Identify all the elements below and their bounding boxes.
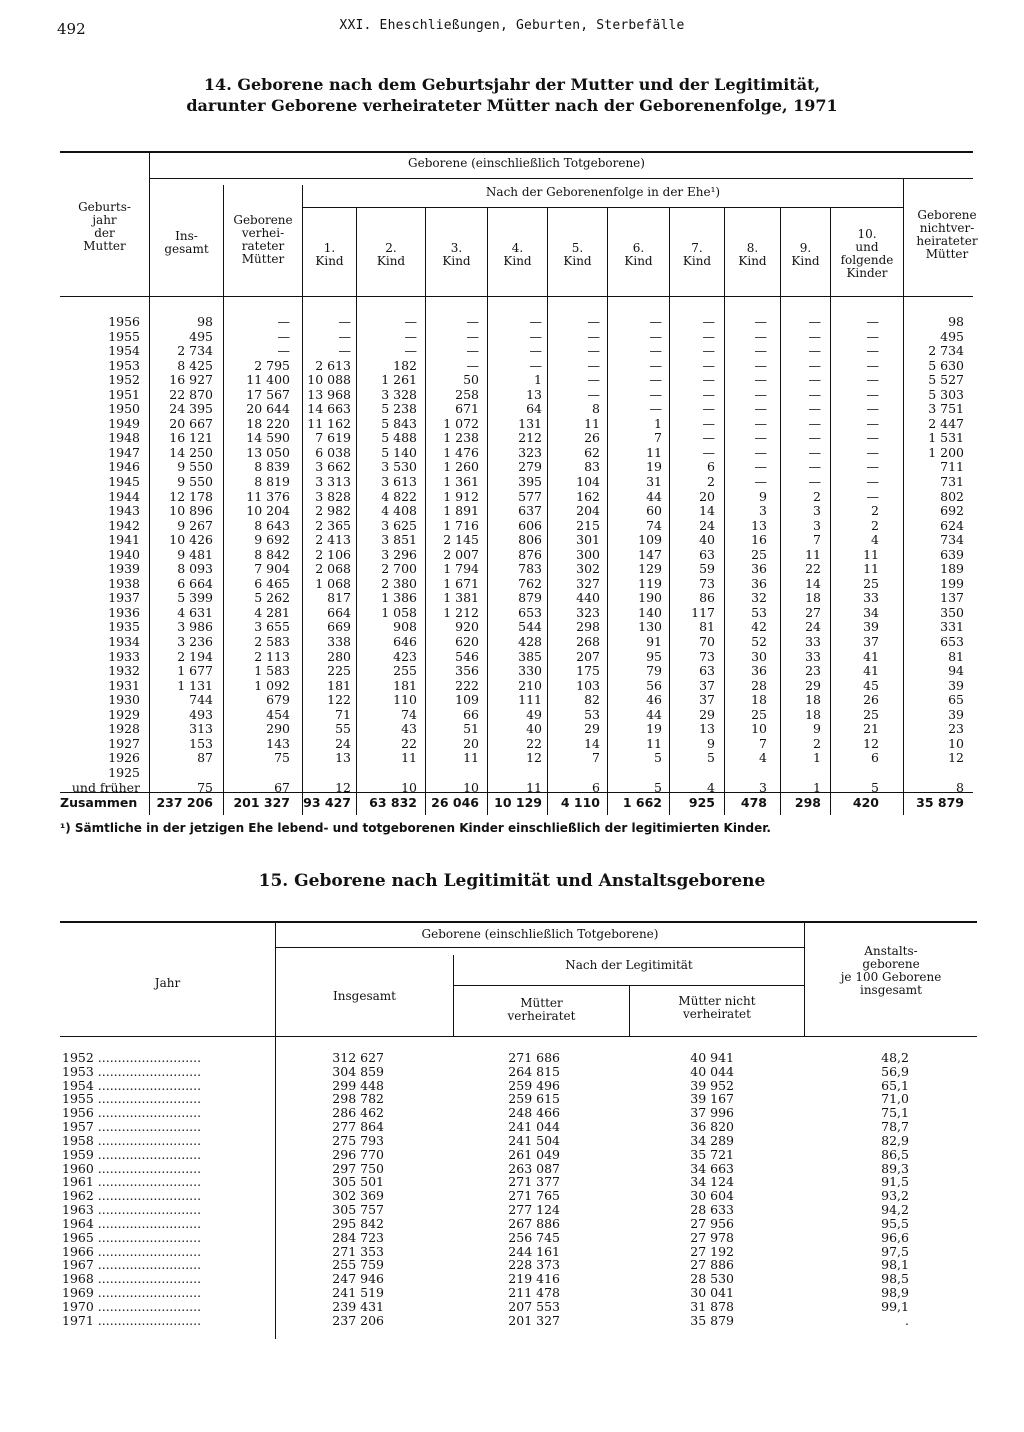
table14-col-total: 98 495 2 734 8 425 16 927 22 870 24 395 20 667 16 121 14 250 9 550 9 550 12 178 10 896 9 267 10 426 9 481 8 093 6 664 5 399 4 631 3 986 3 236 2 194 1 677 1 131 744 493 313 153 87 75 [169, 314, 213, 795]
table14-head-k4: 4. Kind [503, 241, 532, 268]
table15-head-institution: Anstalts- geborene je 100 Geborene insgesamt [840, 944, 942, 997]
table14-col-k2: — — — 182 1 261 3 328 5 238 5 843 5 488 5 140 3 530 3 613 4 822 4 408 3 625 3 851 3 296 2 700 2 380 1 386 1 058 908 646 423 255 181 110 74 43 22 11 10 [381, 314, 417, 795]
table14-rule-sub2 [303, 207, 903, 208]
table14-col-k4: — — — — 1 13 64 131 212 323 279 395 577 637 606 806 876 783 762 879 653 544 428 385 330 210 111 49 40 22 12 11 [518, 314, 542, 795]
table14-col-k1: — — — 2 613 10 088 13 968 14 663 11 162 7 619 6 038 3 662 3 313 3 828 2 982 2 365 2 413 2 106 2 068 1 068 817 664 669 338 280 225 181 122 71 55 24 13 12 [307, 314, 351, 795]
table14-head-k9: 9. Kind [791, 241, 820, 268]
table14-col-married: — — — 2 795 11 400 17 567 20 644 18 220 14 590 13 050 8 839 8 819 11 376 10 204 8 643 9 692 8 842 7 904 6 465 5 262 4 281 3 655 2 583 2 113 1 583 1 092 679 454 290 143 75 67 [246, 314, 290, 795]
table15-head-legit: Nach der Legitimität [565, 958, 693, 972]
table14-col-k9: — — — — — — — — — — — — 2 3 3 7 11 22 14 18 27 24 33 33 23 29 18 18 9 2 1 1 [805, 314, 821, 795]
table14-rule-sub1 [150, 178, 973, 179]
table15-col-married: 271 686 264 815 259 496 259 615 248 466 241 044 241 504 261 049 263 087 271 377 271 765 277 124 267 886 256 745 244 161 228 373 219 416 211 478 207 553 201 327 [508, 1050, 560, 1328]
table14-col-k8: — — — — — — — — — — — — 9 3 13 16 25 36 36 32 53 42 52 30 36 28 18 25 10 7 4 3 [751, 314, 767, 795]
table15-head-year: Jahr [154, 976, 181, 990]
table14-head-k3: 3. Kind [442, 241, 471, 268]
table14-head-married: Geborene verhei- rateter Mütter [233, 213, 293, 266]
page-number: 492 [57, 20, 86, 38]
table15-header-rule [60, 1036, 977, 1037]
table15-top-rule [60, 921, 977, 923]
table15-head-unmarried: Mütter nicht verheiratet [678, 994, 756, 1021]
table14-total-value: 925 [688, 795, 715, 810]
table14-head-year: Geburts- jahr der Mutter [78, 200, 131, 253]
table14-col-k6: — — — — — — — 1 7 11 19 31 44 60 74 109 147 129 119 190 140 130 91 95 79 56 46 44 19 11 5 5 [638, 314, 662, 795]
table14-head-order: Nach der Geborenenfolge in der Ehe¹) [485, 185, 721, 199]
table14-col-unmarried: 98 495 2 734 5 630 5 527 5 303 3 751 2 447 1 531 1 200 711 731 802 692 624 734 639 189 199 137 350 331 653 81 94 39 65 39 23 10 12 8 [928, 314, 964, 795]
table15-head-total: Insgesamt [333, 989, 396, 1003]
table15-col-institution: 48,2 56,9 65,1 71,0 75,1 78,7 82,9 86,5 89,3 91,5 93,2 94,2 95,5 96,6 97,5 98,1 98,5 98,9 99,1 . [881, 1050, 909, 1328]
table14-footnote: ¹) Sämtliche in der jetzigen Ehe lebend- und totgeborenen Kinder einschließlich der legitimierten Kinder. [60, 821, 771, 835]
table14-total-value: 298 [794, 795, 821, 810]
table15-rule-sub1 [276, 947, 804, 948]
table14-total-value: 420 [852, 795, 879, 810]
table14-total-value: 93 427 [303, 795, 351, 810]
table14-col-k3: — — — — 50 258 671 1 072 1 238 1 476 1 260 1 361 1 912 1 891 1 716 2 145 2 007 1 794 1 671 1 381 1 212 920 620 546 356 222 109 66 51 20 11 10 [443, 314, 479, 795]
table14-head-k8: 8. Kind [738, 241, 767, 268]
table15-col-total: 312 627 304 859 299 448 298 782 286 462 277 864 275 793 296 770 297 750 305 501 302 369 305 757 295 842 284 723 271 353 255 759 247 946 241 519 239 431 237 206 [332, 1050, 384, 1328]
table14-head-unmarried: Geborene nichtver- heirateter Mütter [916, 208, 978, 261]
table14-header-rule [60, 296, 973, 297]
table14-title-line2: darunter Geborene verheirateter Mütter nach der Geborenenfolge, 1971 [186, 96, 838, 115]
table14-total-value: 4 110 [560, 795, 600, 810]
table14-total-value: 35 879 [916, 795, 964, 810]
table14-head-k5: 5. Kind [563, 241, 592, 268]
table14-col-k10: — — — — — — — — — — — — — 2 2 4 11 11 25 33 34 39 37 41 41 45 26 25 21 12 6 5 [863, 314, 879, 795]
table14-head-k2: 2. Kind [376, 241, 406, 268]
table14-title-line1: 14. Geborene nach dem Geburtsjahr der Mutter und der Legitimität, [203, 75, 821, 94]
table14-col-k7: — — — — — — — — — — 6 2 20 14 24 40 63 59 73 86 117 81 70 73 63 37 37 29 13 9 5 4 [691, 314, 715, 795]
table14-top-rule [60, 151, 973, 153]
table14-total-value: 10 129 [494, 795, 542, 810]
table14-total-value: 237 206 [156, 795, 213, 810]
table14-head-top: Geborene (einschließlich Totgeborene) [408, 156, 645, 170]
table14-total-label: Zusammen [60, 795, 138, 810]
table14-head-total: Ins- gesamt [164, 229, 209, 256]
table14-head-k10: 10. und folgende Kinder [840, 227, 894, 280]
table15-head-married: Mütter verheiratet [507, 996, 576, 1023]
table14-total-value: 63 832 [369, 795, 417, 810]
table14-total-value: 201 327 [233, 795, 290, 810]
table15-title: 15. Geborene nach Legitimität und Anstaltsgeborene [258, 871, 766, 891]
table15-col-unmarried: 40 941 40 044 39 952 39 167 37 996 36 820 34 289 35 721 34 663 34 124 30 604 28 633 27 956 27 978 27 192 27 886 28 530 30 041 31 878 35 879 [690, 1050, 734, 1328]
table14-head-k1: 1. Kind [315, 241, 344, 268]
table14-head-k7: 7. Kind [682, 241, 712, 268]
table15-col-year: 1952 .......................... 1953 .......................... 1954 .......................... 1955 .......................... 1956 .......................... 1957 .......................... 1958 .......................... 1959 .......................... 1960 .......................... 1961 .......................... 1962 .......................... 1963 .......................... 1964 .......................... 1965 .......................... 1966 .......................... 1967 .......................... 1968 .......................... 1969 .......................... 1970 .......................... 1971 .......................... [62, 1051, 202, 1328]
table14-head-k6: 6. Kind [624, 241, 653, 268]
table14-col-k5: — — — — — — 8 11 26 62 83 104 162 204 215 301 300 302 327 440 323 298 268 207 175 103 82 53 29 14 7 6 [576, 314, 600, 795]
table14-total-value: 1 662 [622, 795, 662, 810]
table15-head-top: Geborene (einschließlich Totgeborene) [421, 927, 659, 941]
table14-total-value: 26 046 [431, 795, 479, 810]
running-head: XXI. Eheschließungen, Geburten, Sterbefälle [339, 18, 685, 33]
table14-total-value: 478 [740, 795, 767, 810]
table14-col-year: 1956 1955 1954 1953 1952 1951 1950 1949 1948 1947 1946 1945 1944 1943 1942 1941 1940 1939 1938 1937 1936 1935 1934 1933 1932 1931 1930 1929 1928 1927 1926 1925 und früher [71, 314, 140, 795]
